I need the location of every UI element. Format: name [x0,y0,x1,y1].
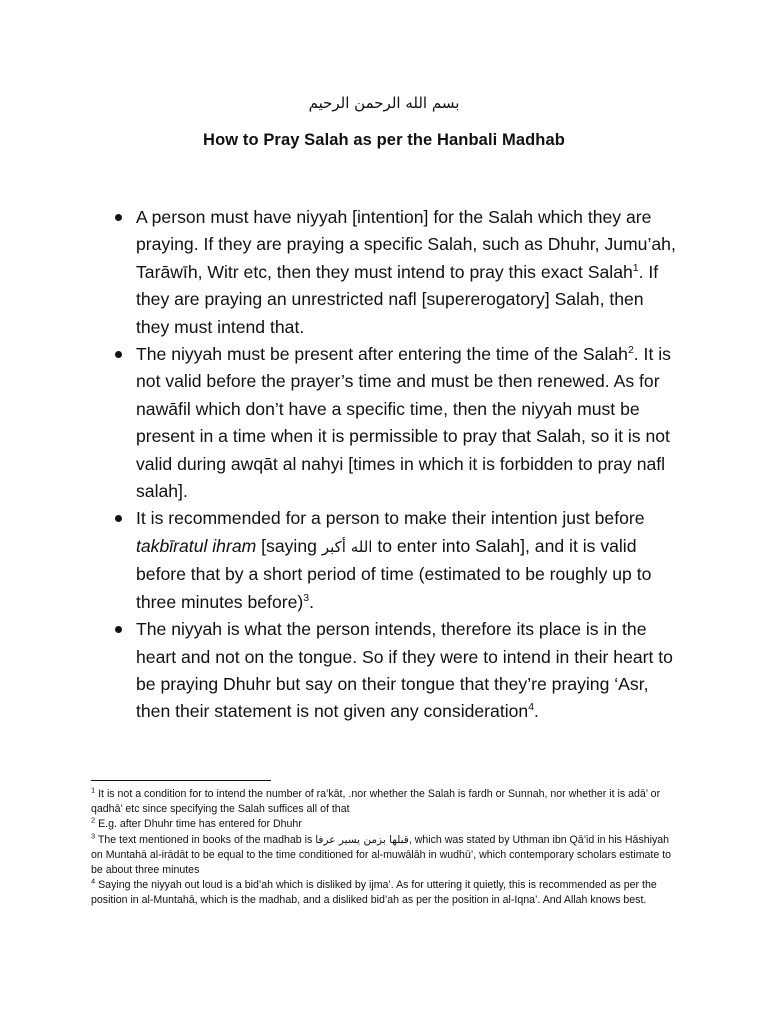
bullet-text: . If they are praying an unrestricted nafl [supererogatory] Salah, then they must intend that. [136,261,659,337]
footnote-ref[interactable]: 3 [303,591,310,604]
bullet-text: . [534,701,539,722]
bullet-text: The niyyah is what the person intends, therefore its place is in the heart and not on the tongue. So if they were to intend in their heart to be praying Dhuhr but say on their tongue that they’re praying ‘Asr, then their statement is not given any consideration [136,619,673,722]
bullet-icon [115,351,122,358]
bullet-text: to enter into Salah], and it is valid before that by a short period of time (estimated to be roughly up to three minutes before) [136,535,652,612]
bullet-item [110,341,680,505]
footnote-text: The text mentioned in books of the madhab is [95,833,316,846]
bullet-item [110,204,680,341]
italic-term: takbīratul ihram [136,535,257,556]
footnote-ref[interactable]: 1 [632,261,639,274]
bullet-icon [115,626,122,633]
bullet-text: . [309,591,314,612]
bullet-item [110,616,680,726]
page-title: How to Pray Salah as per the Hanbali Madhab [203,131,565,149]
basmala: بسم الله الرحمن الرحيم [308,94,460,112]
arabic-phrase: الله أكبر [321,537,373,556]
footnote-text: E.g. after Dhuhr time has entered for Dhuhr [95,818,302,831]
footnote [91,787,681,817]
footnote-number: 1 [91,785,96,795]
bullet-text: . It is not valid before the prayer’s time and must be then renewed. As for nawāfil which don’t have a specific time, then the niyyah must be present in a time when it is permissible to pray that Salah, so it is not valid during awqāt al nahyi [times in which it is forbidden to pray nafl salah]. [136,344,671,502]
footnote-number: 4 [91,876,96,886]
arabic-phrase: قبلها بزمن يسير عرفا [315,833,409,846]
bullet-icon [115,515,122,522]
bullet-text: The niyyah must be present after entering the time of the Salah [136,344,628,365]
bullet-text: A person must have niyyah [intention] for the Salah which they are praying. If they are praying a specific Salah, such as Dhuhr, Jumu’ah, Tarāwīh, Witr etc, then they must intend to pray this exact Salah [136,207,676,282]
footnote [91,878,681,908]
bullet-list [110,204,680,726]
bullet-text: [saying [256,535,322,556]
footnotes [91,787,681,909]
footnote-text: , which was stated by Uthman ibn Qā’id in his Hāshiyah on Muntahā al-irādāt to be equal to the time conditioned for al-muwālāh in wudhū’, which contemporary scholars estimate to be about three minutes [91,833,672,877]
footnote-separator [91,780,271,781]
footnote-ref[interactable]: 2 [627,344,634,357]
footnote [91,817,681,832]
footnote-text: Saying the niyyah out loud is a bid’ah which is disliked by ijma’. As for uttering it quietly, this is recommended as per the position in al-Muntahā, which is the madhab, and a disliked bid’ah as per the position in al-Iqna’. And Allah knows best. [91,879,657,907]
bullet-text: It is recommended for a person to make their intention just before [136,508,645,529]
footnote [91,833,681,879]
footnote-number: 3 [91,831,96,841]
bullet-item [110,505,680,616]
bullet-icon [115,214,122,221]
footnote-ref[interactable]: 4 [528,701,535,714]
footnote-number: 2 [91,815,96,825]
footnote-text: It is not a condition for to intend the number of ra’kāt, .nor whether the Salah is fardh or Sunnah, nor whether it is adā’ or qadhā’ etc since specifying the Salah suffices all of that [91,788,661,816]
